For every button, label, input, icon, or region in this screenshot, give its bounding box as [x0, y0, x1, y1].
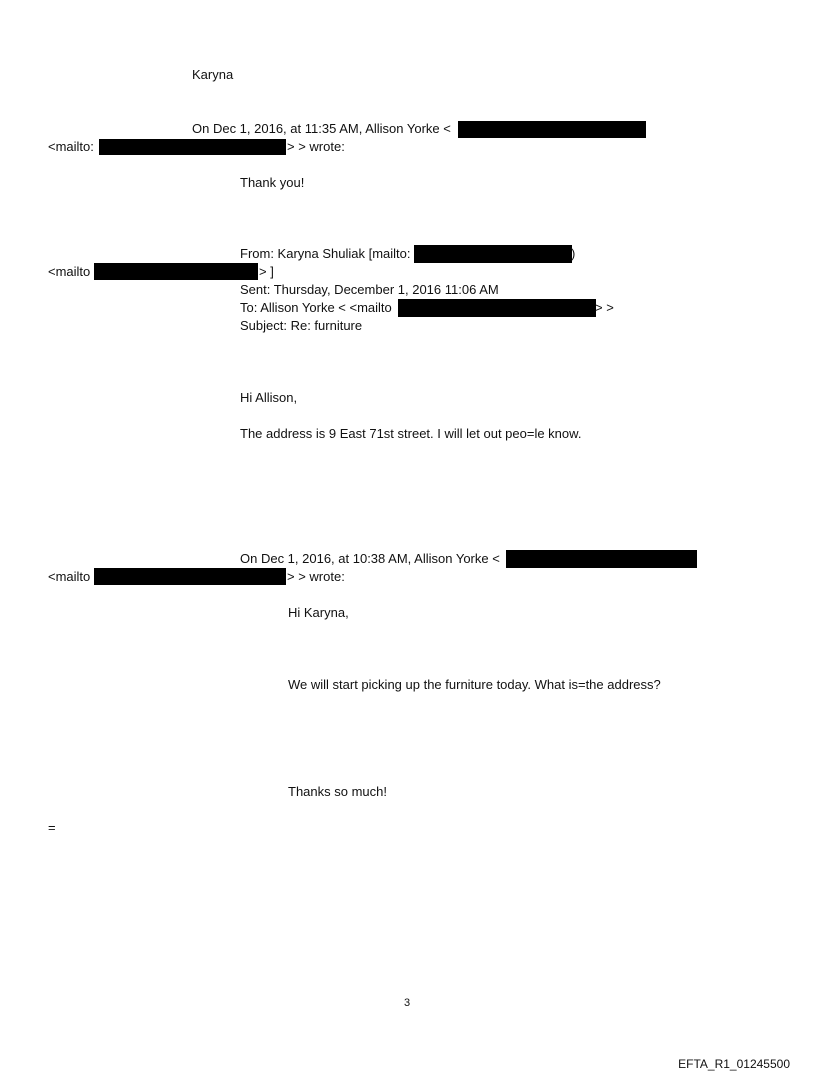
- forward-subject: Subject: Re: furniture: [240, 318, 363, 333]
- reply2-greeting: Hi Karyna,: [288, 605, 349, 620]
- document-id: EFTA_R1_01245500: [678, 1057, 790, 1071]
- redaction-bar: [99, 139, 286, 155]
- forward-mailto-suffix: > ]: [259, 264, 274, 279]
- forward-body: The address is 9 East 71st street. I will let out peo=le know.: [240, 426, 582, 441]
- signoff-text: Karyna: [192, 67, 234, 82]
- redaction-bar: [506, 550, 697, 568]
- reply2-header-wrote: > > wrote:: [287, 569, 345, 584]
- reply1-header-line1: On Dec 1, 2016, at 11:35 AM, Allison Yorke <: [192, 121, 451, 136]
- reply1-body: Thank you!: [240, 175, 305, 190]
- reply2-mailto-prefix: <mailto: [48, 569, 91, 584]
- redaction-bar: [94, 568, 286, 585]
- reply1-mailto-prefix: <mailto:: [48, 139, 94, 154]
- forward-from: From: Karyna Shuliak [mailto:: [240, 246, 411, 261]
- stray-equals: =: [48, 820, 56, 835]
- forward-from-bracket: ): [571, 246, 576, 261]
- reply2-header-line1: On Dec 1, 2016, at 10:38 AM, Allison Yorke <: [240, 551, 500, 566]
- forward-to: To: Allison Yorke < <mailto: [240, 300, 392, 315]
- forward-sent: Sent: Thursday, December 1, 2016 11:06 AM: [240, 282, 499, 297]
- forward-to-suffix: > >: [595, 300, 614, 315]
- redaction-bar: [458, 121, 646, 138]
- reply2-body: We will start picking up the furniture today. What is=the address?: [288, 677, 661, 692]
- forward-greeting: Hi Allison,: [240, 390, 298, 405]
- redaction-bar: [94, 263, 258, 280]
- redaction-bar: [414, 245, 572, 263]
- reply1-header-wrote: > > wrote:: [287, 139, 345, 154]
- page-number: 3: [404, 997, 411, 1009]
- reply2-closing: Thanks so much!: [288, 784, 387, 799]
- forward-mailto-prefix: <mailto: [48, 264, 91, 279]
- redaction-bar: [398, 299, 596, 317]
